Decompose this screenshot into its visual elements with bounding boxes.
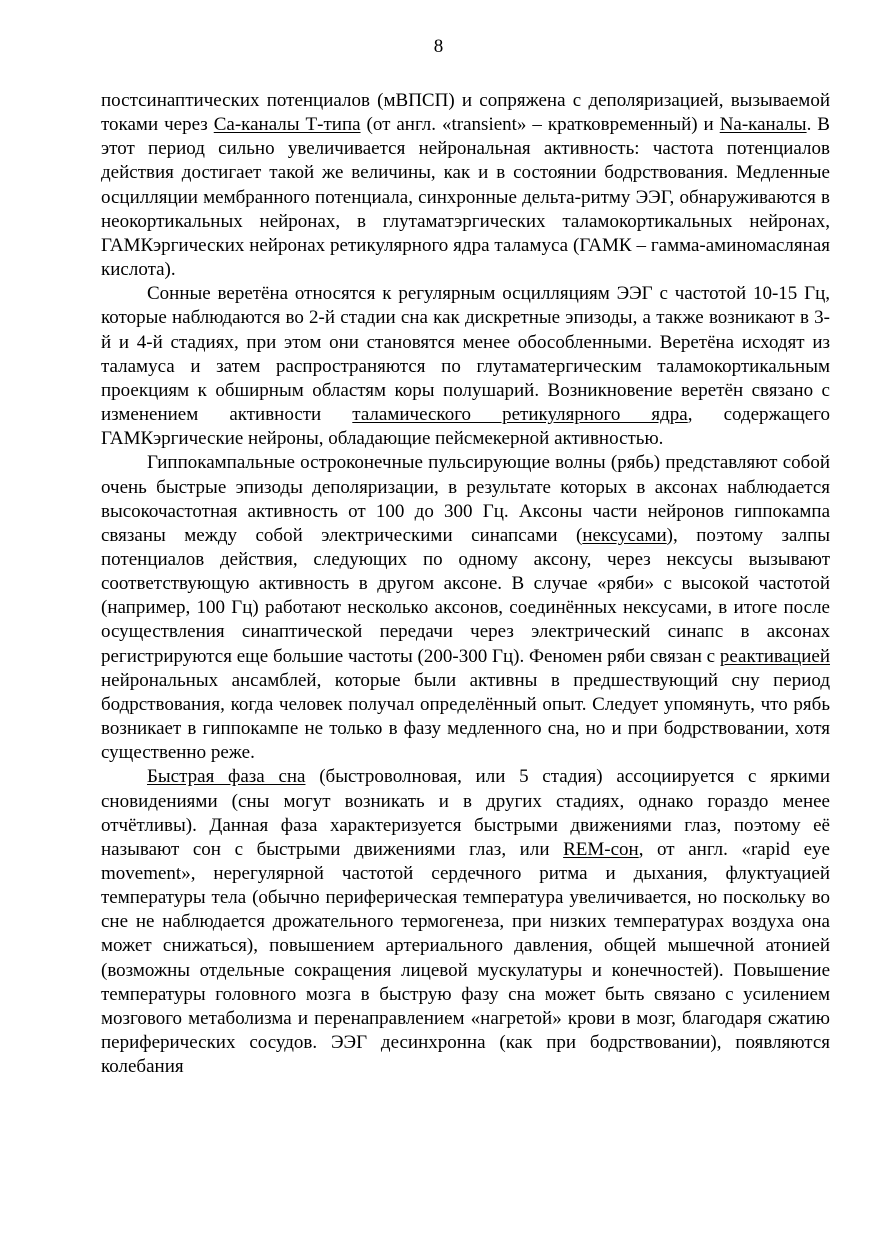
paragraph-4 — [101, 765, 830, 1079]
paragraph-3 — [101, 451, 830, 765]
paragraph-1 — [101, 89, 830, 282]
link-nexus[interactable]: нексусами — [582, 524, 667, 546]
link-ca-channels[interactable]: Са-каналы Т-типа — [213, 114, 361, 136]
link-rem-sleep[interactable]: REM-сон — [563, 838, 639, 860]
p3-text-c: нейрональных ансамблей, которые были активны в предшествующий сну период бодрствования, когда человек получал определённый опыт. Следует упомянуть, что рябь возникает в гиппокампе не только в фазу медленного сна, но и при бодрствовании, хотя существенно реже. — [101, 669, 830, 764]
p4-text-b: , от англ. «rapid eye movement», нерегулярной частотой сердечного ритма и дыхания, флуктуацией температуры тела (обычно периферическая температура увеличивается, но поскольку во сне не наблюдается дрожательного термогенеза, при низких температурах воздуха она может снижаться), повышением артериального давления, общей мышечной атонией (возможны отдельные сокращения лицевой мускулатуры и конечностей). Повышение температуры головного мозга в быструю фазу сна может быть связано с усилением мозгового метаболизма и перенаправлением «нагретой» крови в мозг, благодаря сжатию периферических сосудов. ЭЭГ десинхронна (как при бодрствовании), появляются колебания — [101, 838, 830, 1078]
link-rem-phase[interactable]: Быстрая фаза сна — [147, 766, 306, 788]
p1-text-c: . В этот период сильно увеличивается нейрональная активность: частота потенциалов действия достигает такой же величины, как и в состоянии бодрствования. Медленные осцилляции мембранного потенциала, синхронные дельта-ритму ЭЭГ, обнаруживаются в неокортикальных нейронах, в глутаматэргических таламокортикальных нейронах, ГАМКэргических нейронах ретикулярного ядра таламуса (ГАМК – гамма-аминомасляная кислота). — [101, 114, 830, 281]
paragraph-2 — [101, 282, 830, 451]
link-reticular-nucleus[interactable]: таламического ретикулярного ядра — [352, 404, 688, 426]
p3-text-a: Гиппокампальные остроконечные пульсирующие волны (рябь) представляют собой очень быстрые эпизоды деполяризации, в результате которых в аксонах наблюдается высокочастотная активность от 100 до 300 Гц. Аксоны части нейронов гиппокампа связаны между собой электрическими синапсами ( — [101, 452, 830, 546]
link-na-channels[interactable]: Na-каналы — [719, 114, 807, 136]
body-text — [101, 89, 830, 1079]
page-number: 8 — [433, 36, 444, 57]
link-reactivation[interactable]: реактивацией — [719, 645, 830, 667]
p1-text-b: (от англ. «transient» – кратковременный) и — [360, 114, 720, 136]
p4-text-a: (быстроволновая, или 5 стадия) ассоциируется с яркими сновидениями (сны могут возникать и в других стадиях, однако гораздо менее отчётливы). Данная фаза характеризуется быстрыми движениями глаз, поэтому её называют сон с быстрыми движениями глаз, или — [101, 766, 830, 860]
p3-text-b: ), поэтому залпы потенциалов действия, следующих по одному аксону, через нексусы вызывают соответствующую активность в другом аксоне. В случае «ряби» с высокой частотой (например, 100 Гц) работают несколько аксонов, соединённых нексусами, в итоге после осуществления синаптической передачи через электрический синапс в аксонах регистрируются еще большие частоты (200-300 Гц). Феномен ряби связан с — [101, 524, 830, 667]
p1-text-a: постсинаптических потенциалов (мВПСП) и сопряжена с деполяризацией, вызываемой токами через — [101, 90, 830, 136]
p2-text-a: Сонные веретёна относятся к регулярным осцилляциям ЭЭГ с частотой 10-15 Гц, которые наблюдаются во 2-й стадии сна как дискретные эпизоды, а также возникают в 3-й и 4-й стадиях, при этом они становятся менее обособленными. Веретёна исходят из таламуса и затем распространяются по глутаматергическим таламокортикальным проекциям к обширным областям коры полушарий. Возникновение веретён связано с изменением активности — [101, 283, 830, 426]
p2-text-b: , содержащего ГАМКэргические нейроны, обладающие пейсмекерной активностью. — [101, 404, 830, 450]
